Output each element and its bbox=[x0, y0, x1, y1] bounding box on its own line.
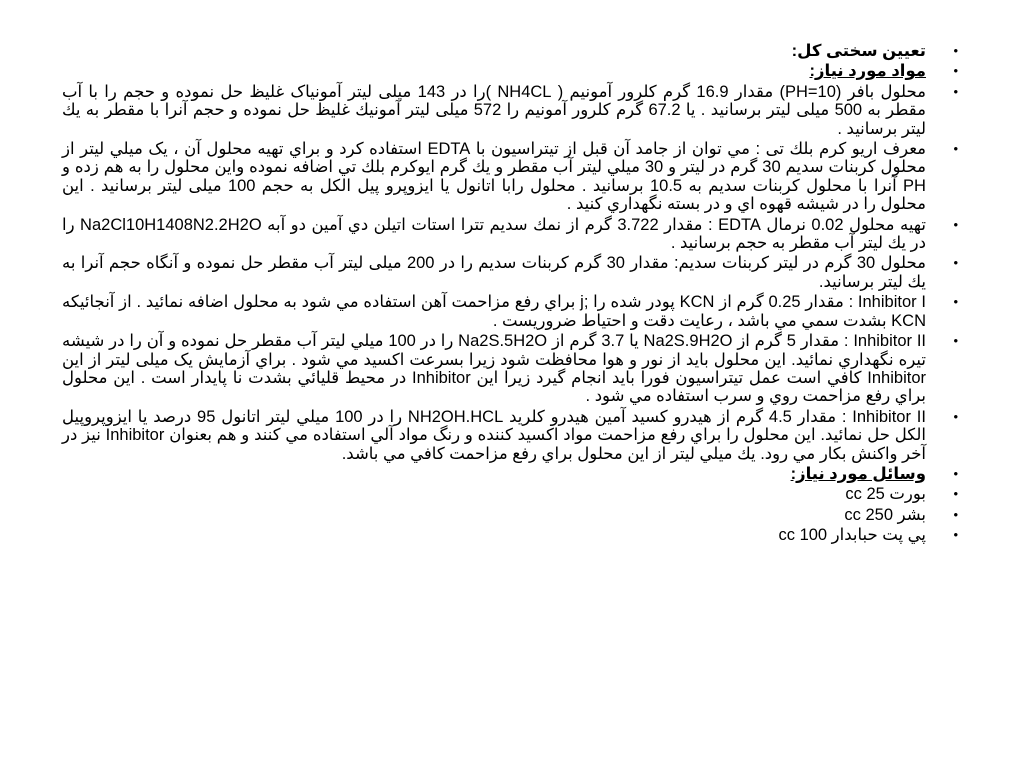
inhibitor-2b-text: Inhibitor II : مقدار 4.5 گرم از هیدرو کسید آمین هیدرو کلرید NH2OH.HCL را در 100 ميلي لیتر اتانول 95 درصد یا ایزوپروپیل الكل حل نمائید. این محلول را براي رفع مزاحمت مواد اکسید کننده و رنگ مواد آلي استفاده مي کنند و هم بعنوان Inhibitor نیز در آخر واکنش بكار مي رود. یك ميلي لیتر از این محلول براي رفع مزاحمت کافي مي باشد. bbox=[62, 407, 926, 463]
bullet-item-indicator bbox=[62, 140, 962, 214]
bullet-dot-icon: • bbox=[953, 141, 958, 157]
bullet-dot-icon: • bbox=[953, 216, 958, 232]
bullet-item-sodium-carbonate bbox=[62, 254, 962, 291]
bullet-dot-icon: • bbox=[953, 43, 958, 58]
bullet-item-burette bbox=[62, 485, 962, 503]
buffer-solution-text: محلول بافر (PH=10) مقدار 16.9 گرم کلرور آمونیم ( NH4CL )را در 143 میلی لیتر آمونیاک غلیظ حل نموده و حجم را با آب مقطر به 500 میلی لیتر برسانید . یا 67.2 گرم کلرور آمونیم را 572 میلی لیتر آمونیك غلیظ حل نموده و حجم آنرا با مقطر به یك لیتر برسانید . bbox=[62, 82, 927, 138]
bullet-item-inhibitor-2 bbox=[62, 332, 962, 406]
indicator-text: معرف اریو کرم بلك تی : مي توان از جامد آن قبل از تیتراسیون با EDTA استفاده کرد و براي تهیه محلول آن ، یک ميلي لیتر از محلول کربنات سدیم 30 گرم در لیتر و 30 ميلي لیتر آب مقطر و یك گرم ایوکرم بلك تي اضافه نموده واین محلول را به هم زده و PH آنرا با محلول کربنات سدیم به 10.5 برسانید . محلول رابا اتانول یا ایزوپرو پیل الكل به حجم 100 میلی لیتر برسانید . این محلول را در شیشه قهوه اي و در بسته نگهداري کنید . bbox=[62, 140, 926, 214]
bullet-dot-icon: • bbox=[953, 408, 958, 424]
bullet-item-buffer bbox=[62, 83, 962, 138]
bullet-dot-icon: • bbox=[953, 506, 958, 522]
equipment-heading: وسائل مورد نیاز: bbox=[790, 464, 926, 483]
bullet-dot-icon: • bbox=[953, 294, 958, 310]
pipette-text: پي پت حبابدار 100 cc bbox=[778, 526, 926, 545]
bullet-dot-icon: • bbox=[953, 333, 958, 349]
slide-content bbox=[62, 42, 962, 547]
bullet-item-materials-heading bbox=[62, 62, 962, 80]
bullet-dot-icon: • bbox=[953, 255, 958, 271]
bullet-dot-icon: • bbox=[953, 527, 958, 543]
sodium-carbonate-text: محلول 30 گرم در لیتر کربنات سدیم: مقدار 30 گرم کربنات سدیم را در 200 میلی لیتر آب مقطر حل نموده و آنگاه حجم آنرا به یك لیتر برسانید. bbox=[62, 254, 926, 291]
bullet-item-equipment-heading bbox=[62, 465, 962, 483]
bullet-item-pipette bbox=[62, 526, 962, 544]
bullet-dot-icon: • bbox=[953, 486, 958, 502]
bullet-dot-icon: • bbox=[953, 63, 958, 79]
bullet-item-edta bbox=[62, 216, 962, 253]
bullet-list bbox=[62, 42, 962, 545]
section-title: تعیین سختی کل: bbox=[791, 42, 926, 60]
bullet-item-inhibitor-1 bbox=[62, 293, 962, 330]
inhibitor-1-text: Inhibitor I : مقدار 0.25 گرم از KCN پودر شده را ;j براي رفع مزاحمت آهن استفاده مي شود به محلول اضافه نمائید . از آنجائیكه KCN بشدت سمي مي باشد ، رعایت دقت و احتیاط ضروریست . bbox=[62, 293, 926, 330]
bullet-item-beaker bbox=[62, 506, 962, 524]
bullet-item-inhibitor-2b bbox=[62, 408, 962, 463]
bullet-item-title bbox=[62, 42, 962, 60]
edta-solution-text: تهیه محلول 0.02 نرمال EDTA : مقدار 3.722 گرم از نمك سدیم تترا استات اتیلن دي آمین دو آبه Na2Cl10H1408N2.2H2O را در یك لیتر آب مقطر به حجم برسانید . bbox=[62, 215, 926, 253]
bullet-dot-icon: • bbox=[953, 83, 958, 99]
inhibitor-2-text: Inhibitor II : مقدار 5 گرم از Na2S.9H2O یا 3.7 گرم از Na2S.5H2O را در 100 میلي لیتر آب مقطر حل نموده و آن را در شیشه تیره نگهداري نمائید. این محلول باید از نور و هوا محافظت شود زیرا بسرعت اکسید مي شود . براي آزمایش یک میلی لیتر از این Inhibitor کافي است عمل تیتراسیون فورا باید انجام گیرد زیرا این Inhibitor در محیط قلیائي بشدت نا پایدار است . این محلول براي رفع مزاحمت روي و سرب استفاده مي شود . bbox=[62, 332, 926, 406]
burette-text: بورت 25 cc bbox=[845, 485, 926, 504]
beaker-text: بشر 250 cc bbox=[844, 505, 926, 524]
bullet-dot-icon: • bbox=[953, 465, 958, 481]
materials-heading: مواد مورد نیاز: bbox=[809, 62, 926, 81]
